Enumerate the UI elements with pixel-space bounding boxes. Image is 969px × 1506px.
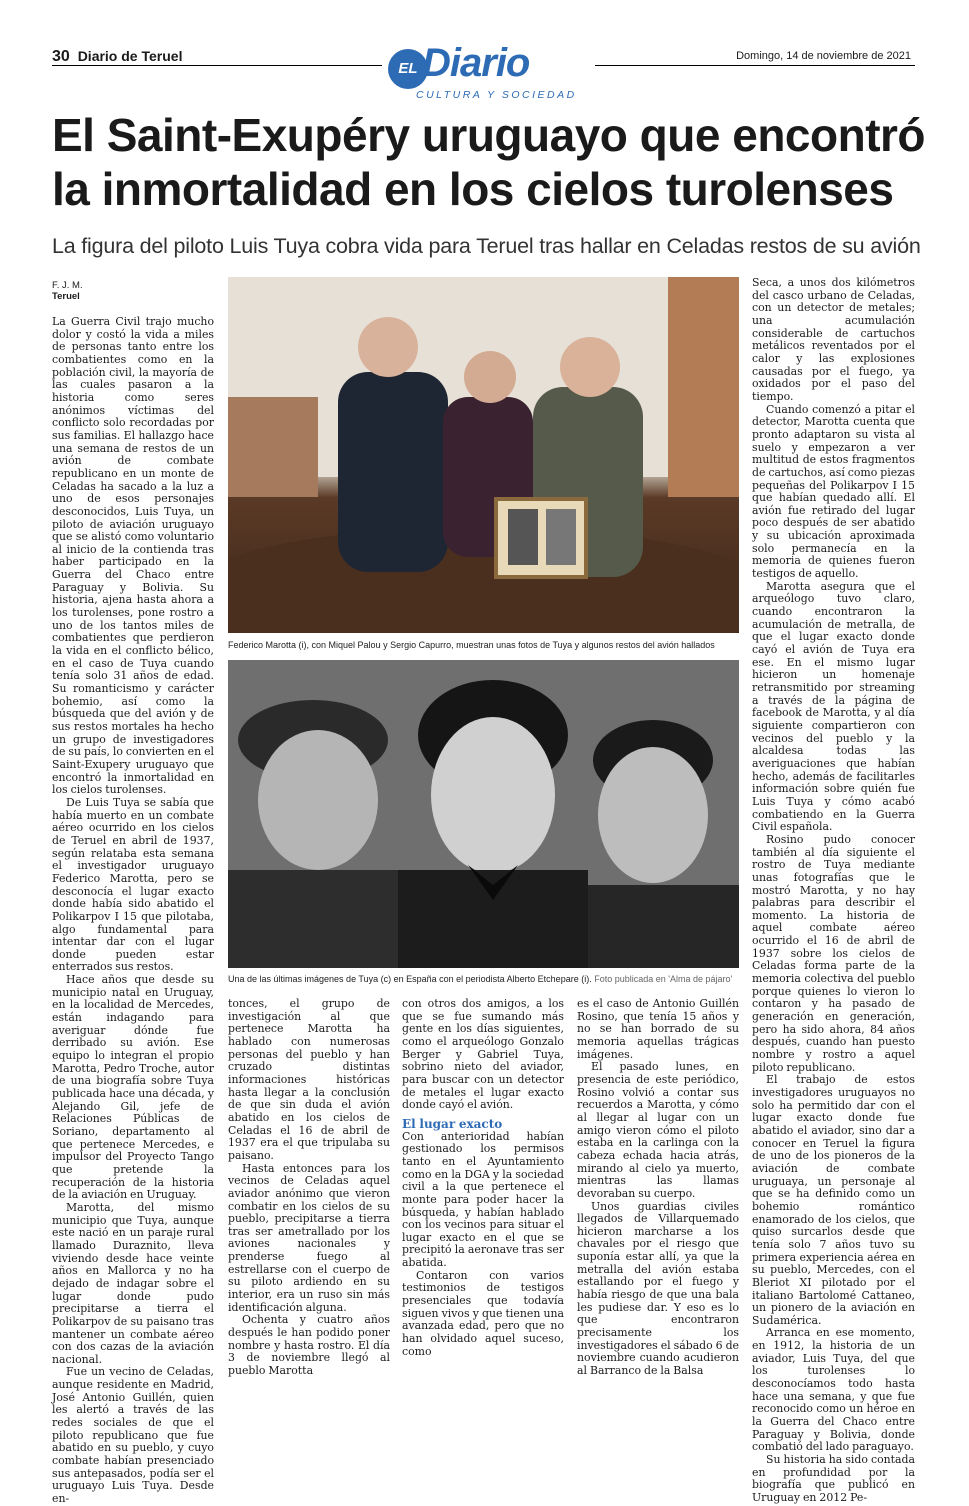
subheadline: La figura del piloto Luis Tuya cobra vida para Teruel tras hallar en Celadas restos de su avión — [52, 234, 921, 258]
paragraph: Con anterioridad habían gestionado los permisos tanto en el Ayuntamiento como en la DGA y la sociedad civil a la que pertenece el monte para poder hacer la búsqueda, y habían hablado con los vecinos para situar el lugar exacto en el que se precipitó la aeronave tras ser abatida. — [402, 1129, 564, 1270]
column-1 — [52, 315, 215, 1506]
paragraph: con otros dos amigos, a los que se fue sumando más gente en los días siguientes, como el arqueólogo Gonzalo Berger y Gabriel Tuya, sobrino nieto del aviador, para buscar con un detector de metales el lugar exacto donde cayó el avión. — [402, 997, 564, 1112]
column-5 — [752, 276, 915, 1504]
paragraph: Rosino pudo conocer también al día siguiente el rostro de Tuya mediante unas fotografías que le mostró Marotta, y no hay palabras para describir el momento. La historia de aquel combate aéreo ocurrido el 16 de abril de 1937 sobre los cielos de Celadas forma parte de la memoria colectiva del pueblo porque quienes lo vieron lo contaron y ha pasado de generación en generación, pero ha sido ahora, 84 años después, cuando han puesto nombre y rostro a aquel piloto republicano. — [752, 832, 915, 1074]
byline — [52, 280, 83, 302]
photo2-caption-text: Una de las últimas imágenes de Tuya (c) en España con el periodista Alberto Etchepare (i). — [228, 974, 592, 984]
paragraph: Su historia ha sido contada en profundidad por la biografía que publicó en Uruguay en 2012 Pe- — [752, 1453, 915, 1504]
section-subtitle: El lugar exacto — [402, 1116, 503, 1131]
paragraph: tonces, el grupo de investigación al que pertenece Marotta ha hablado con numerosas personas del pueblo y han cruzado distintas informaciones históricas hasta llegar a la conclusión de que sin duda el avión abatido en los cielos de Celadas el 16 de abril de 1937 era el que tripulaba su paisano. — [228, 997, 390, 1162]
logo-badge: EL — [388, 49, 428, 89]
issue-date: Domingo, 14 de noviembre de 2021 — [736, 50, 911, 62]
paragraph: De Luis Tuya se sabía que había muerto en un combate aéreo ocurrido en los cielos de Teruel en abril de 1937, según relataba esta semana el investigador uruguayo Federico Marotta, pero se desconocía el lugar exacto donde había sido abatido el Polikarpov I 15 que pilotaba, algo fundamental para intentar dar con el lugar donde pueden estar enterrados sus restos. — [52, 795, 214, 974]
paragraph: es el caso de Antonio Guillén Rosino, que tenía 15 años y no se han borrado de su memoria aquellas trágicas imágenes. — [577, 997, 739, 1061]
header-rule-right — [595, 65, 915, 66]
paragraph: Contaron con varios testimonios de testigos presenciales que todavía siguen vivos y que tienen una avanzada edad, pero que no han olvidado aquel suceso, como — [402, 1268, 564, 1358]
section-logo — [388, 41, 588, 105]
paragraph: Hace años que desde su municipio natal en Uruguay, en la localidad de Mercedes, están indagando para averiguar dónde fue derribado su avión. Ese equipo lo integran el propio Marotta, Pedro Troche, autor de una biografía sobre Tuya publicada hace una década, y Alejando Gil, jefe de Relaciones Públicas de Soriano, departamento al que pertenece Mercedes, e impulsor del Proyecto Tango que pretende la recuperación de la historia de la aviación en Uruguay. — [52, 973, 214, 1202]
paragraph: Hasta entonces para los vecinos de Celadas aquel aviador anónimo que vieron combatir en los cielos de su pueblo, precipitarse a tierra tras ser ametrallado por los aviones nacionales y prenderse fuego al estrellarse con el cuerpo de su piloto ardiendo en su interior, era un ruso sin más identificación alguna. — [228, 1161, 390, 1314]
paragraph: Marotta asegura que el arqueólogo tuvo claro, cuando encontraron la acumulación de metralla, de que el lugar exacto donde cayó el avión de Tuya era ese. En el mismo lugar hicieron un homenaje retransmitido por streaming a través de la página de facebook de Marotta, y al día siguiente compartieron con vecinos del pueblo y la alcaldesa todas las averiguaciones que habían hecho, además de facilitarles información sobre quién fue Luis Tuya y cómo acabó combatiendo en la Guerra Civil española. — [752, 579, 915, 834]
paragraph: Seca, a unos dos kilómetros del casco urbano de Celadas, con un detector de metales; una acumulación considerable de cartuchos metálicos reventados por el calor y las explosiones causadas por el fuego, ya oxidados por el paso del tiempo. — [752, 276, 915, 403]
author: F. J. M. — [52, 280, 83, 291]
paper-name: Diario de Teruel — [77, 48, 183, 64]
page-number: 30 — [52, 48, 70, 65]
paragraph: Fue un vecino de Celadas, aunque residente en Madrid, José Antonio Guillén, quien les alertó a través de las redes sociales de que el piloto republicano que fue abatido en su pueblo, y cuyo combate habían presenciado sus antepasados, podía ser el uruguayo Luis Tuya. Desde en- — [52, 1365, 214, 1506]
paragraph: Marotta, del mismo municipio que Tuya, aunque este nació en un paraje rural llamado Duraznito, lleva viviendo desde hace veinte años en Mallorca y no ha dejado de indagar sobre el lugar donde pudo precipitarse a tierra el Polikarpov de su paisano tras mantener un combate aéreo con dos cazas de la aviación nacional. — [52, 1200, 214, 1366]
column-3 — [402, 997, 564, 1358]
paragraph: La Guerra Civil trajo mucho dolor y costó la vida a miles de personas tanto entre los combatientes como en la población civil, la mayoría de las cuales pasaron a la historia como seres anónimos víctimas del conflicto solo recordadas por sus familias. El hallazgo hace una semana de restos de un avión de combate republicano en un monte de Celadas ha sacado a la luz a uno de esos personajes desconocidos, Luis Tuya, un piloto de aviación uruguayo que se alistó como voluntario al inicio de la contienda tras haber participado en la Guerra del Chaco entre Paraguay y Bolivia. Su historia, ajena hasta ahora a los turolenses, pone rostro a uno de los tantos miles de combatientes que perdieron la vida en el conflicto bélico, en el caso de Tuya cuando tenía solo 31 años de edad. Su romanticismo y carácter bohemio, así como la búsqueda que del avión y de sus restos mortales ha hecho un grupo de investigadores de su país, lo convierten en el Saint-Exupery uruguayo que encontró la inmortalidad en los cielos turolenses. — [52, 315, 215, 797]
photo1-caption: Federico Marotta (i), con Miquel Palou y Sergio Capurro, muestran unas fotos de Tuya y algunos restos del avión hallados — [228, 640, 715, 650]
logo-brand: Diario — [422, 41, 530, 85]
paragraph: Arranca en ese momento, en 1912, la historia de un aviador, Luis Tuya, del que los turolenses lo desconocíamos todo hasta hace una semana, y que fue reconocido como un héroe en la Guerra del Chaco entre Paraguay y Bolivia, donde combatió del lado paraguayo. — [752, 1326, 915, 1454]
header-rule-left — [52, 65, 382, 66]
photo2-caption — [228, 974, 732, 984]
paragraph: El trabajo de estos investigadores uruguayos no solo ha permitido dar con el lugar exacto donde fue abatido el aviador, sino dar a conocer en Teruel la figura de uno de los pioneros de la aviación de combate uruguaya, un personaje al que se ha definido como un bohemio romántico enamorado de los cielos, que quiso surcarlos desde que tenía solo 7 años tuvo su primera experiencia aérea en su pueblo, Mercedes, con el Bleriot XI pilotado por el italiano Bartolomé Cattaneo, un pionero de la aviación en Sudamérica. — [752, 1073, 915, 1327]
photo-investigators — [228, 277, 739, 633]
paragraph: Ochenta y cuatro años después le han podido poner nombre y hasta rostro. El día 3 de noviembre llegó al pueblo Marotta — [228, 1313, 390, 1378]
section-name: CULTURA Y SOCIEDAD — [416, 89, 577, 101]
photo2-source: Foto publicada en 'Alma de pájaro' — [594, 974, 733, 984]
dateline-city: Teruel — [52, 291, 80, 302]
column-2 — [228, 997, 390, 1378]
paragraph: Unos guardias civiles llegados de Villarquemado hicieron marcharse a los chavales por el riesgo que suponía estar allí, ya que la metralla del avión estaba estallando por el fuego y había riesgo de que una bala les pudiese dar. Y eso es lo que encontraron precisamente los investigadores el sábado 6 de noviembre cuando acudieron al Barranco de la Balsa — [577, 1199, 739, 1378]
column-4 — [577, 997, 739, 1378]
paragraph: El pasado lunes, en presencia de este periódico, Rosino volvió a contar sus recuerdos a Marotta, y cómo al llegar al lugar con un amigo vieron cómo el piloto estaba en la carlinga con la cabeza echada hacia atrás, mirando al cielo ya muerto, mientras las llamas devoraban su cuerpo. — [577, 1060, 739, 1200]
headline: El Saint-Exupéry uruguayo que encontró la inmortalidad en los cielos turolenses — [52, 109, 926, 215]
photo-tuya-historic — [228, 660, 739, 968]
page-folio — [52, 48, 182, 66]
paragraph: Cuando comenzó a pitar el detector, Marotta cuenta que pronto adaptaron su vista al suelo y empezaron a ver multitud de estos fragmentos de cartuchos, así como piezas pequeñas del Polikarpov I 15 que habían quedado allí. El avión fue retirado del lugar poco después de ser abatido y su ubicación aproximada solo permanecía en la memoria de quienes fueron testigos de aquello. — [752, 402, 915, 581]
photo-investigators-image — [228, 277, 739, 633]
photo-tuya-historic-image — [228, 660, 739, 968]
